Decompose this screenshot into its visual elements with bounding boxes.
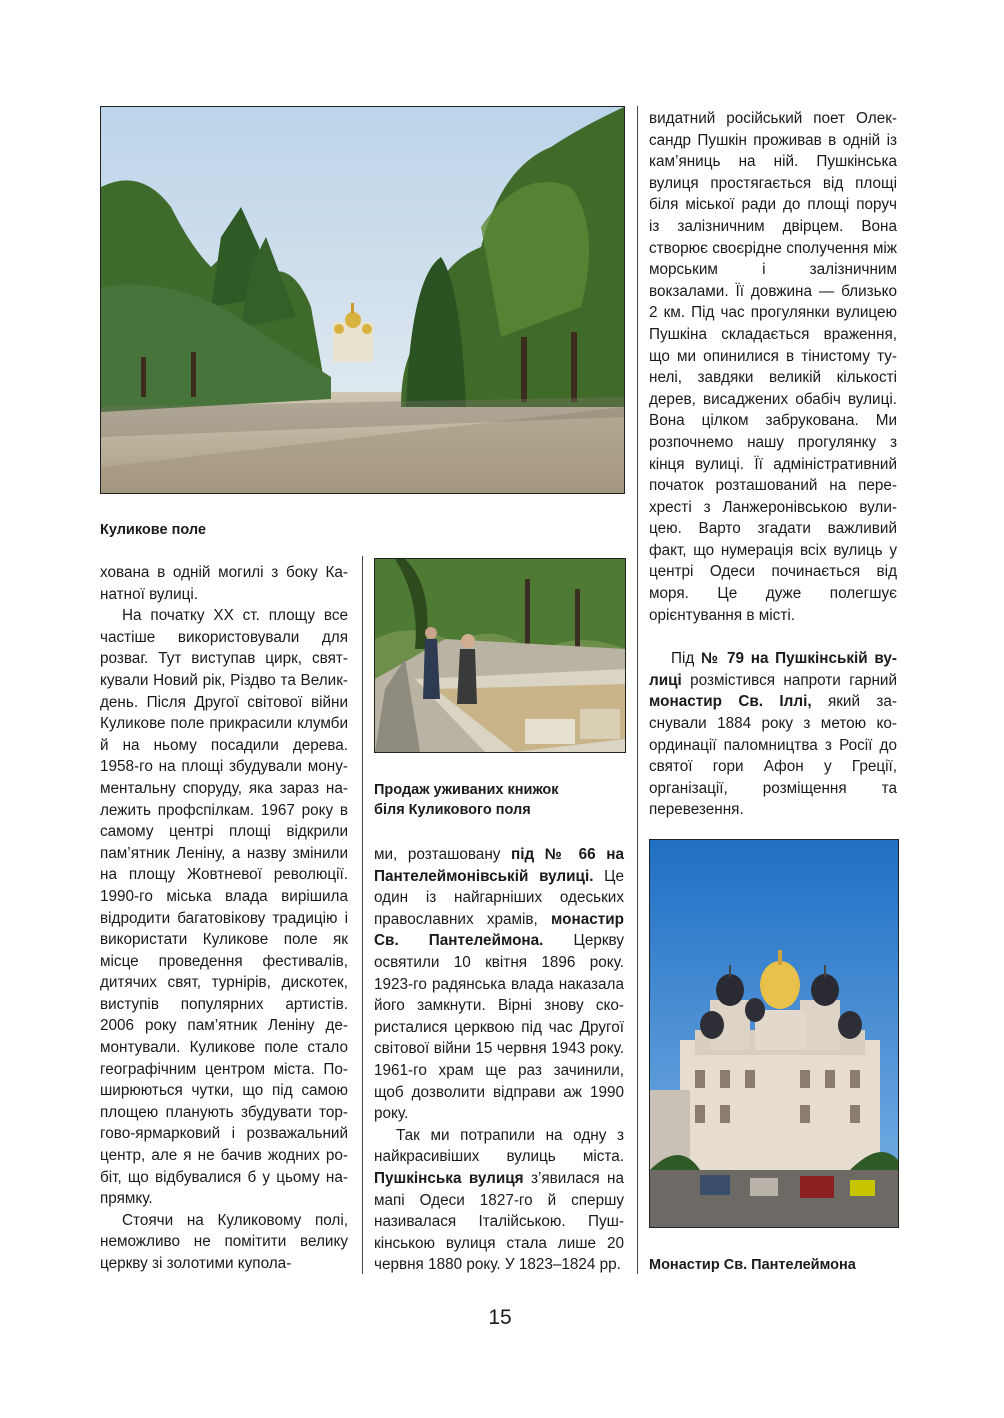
page-number: 15	[488, 1306, 512, 1329]
left-paragraph: Стоячи на Куликовому полі, неможливо не помітити велику церкву зі золотими купола-	[100, 1211, 348, 1272]
right-text-column	[649, 108, 897, 821]
left-paragraph: хована в одній могилі з боку Канатної вулиці.	[100, 564, 348, 603]
kulykove-pole-caption: Куликове поле	[100, 522, 206, 538]
middle-text-column	[374, 844, 624, 1276]
middle-paragraph: ми, розташовану під № 66 на Пантелеймонівській вулиці. Це один із найгарніших одеських православних храмів, монастир Св. Пантелеймона. Церкву освятили 10 квітня 1896 року. 1923-го радянська влада наказала його замкнути. Вірні знову скористалися церквою під час Другої світової війни 15 червня 1943 року. 1961-го храм ще раз зачинили, щоб дозволити відправи аж 1990 року.	[374, 846, 625, 1123]
right-paragraph: видатний російський поет Олександр Пушкін проживав в одній із кам’яниць на ній. Пушкінська вулиця простягається від площі біля міської ради до площі поруч із залізничним двірцем. Вона створює своєрідне сполучення між морським і залізничним вокзалами. Її довжина — близько 2 км. Під час прогулянки вулицею Пушкіна складається враження, що ми опинилися в тінистому тунелі, завдяки великій кількості дерев, висаджених обабіч вулиці. Вона цілком забрукована. Ми розпочнемо нашу прогулянку з кінця вулиці. Її адміністративний початок розташований на перехресті з Ланжеронівською вулицею. Варто згадати важливий факт, що нумерація всіх вулиць у центрі Одеси починається від моря. Це дуже полегшує орієнтування в місті.	[649, 110, 897, 624]
book-stalls-photo	[374, 558, 626, 753]
right-paragraph: Під № 79 на Пушкінській вулиці розмістився напроти гарний монастир Св. Іллі, який заснували 1884 року з метою координації паломництва з Росії до святої гори Афон у Греції, організації, розміщення та перевезення.	[649, 650, 898, 819]
left-paragraph: На початку XX ст. площу все частіше використовували для розваг. Тут виступав цирк, святкували Новий рік, Різдво та Великдень. Після Другої світової війни Куликове поле прикрасили клумби й на ньому посадили дерева. 1958-го на площі збудували монументальну споруду, яка зараз належить профспілкам. 1967 року в самому центрі площі відкрили пам’ятник Леніну, а назву змінили на площу Жовтневої революції. 1990-го міська влада вирішила відродити багатовікову традицію і використати Куликове поле як місце проведення фестивалів, дитячих свят, турнірів, дискотек, виступів популярних артистів. 2006 року пам’ятник Леніну демонтували. Куликове поле стало географічним центром міста. Поширюються чутки, що під самою площею планують збудувати торгово-ярмарковий і розважальний центр, але я не бачив жодних робіт, що відбувалися б у цьому напрямку.	[100, 607, 348, 1208]
kulykove-pole-photo	[100, 106, 625, 494]
middle-paragraph: Так ми потрапили на одну з найкрасивіших вулиць міста. Пушкінська вулиця з’явилася на мапі Одеси 1827-го й спершу називалася Італійською. Пушкінською вулиця стала лише 20 червня 1880 року. У 1823–1824 рр.	[374, 1126, 624, 1274]
book-stalls-image	[375, 559, 625, 752]
monastery-caption: Монастир Св. Пантелеймона	[649, 1257, 856, 1273]
left-text-column	[100, 562, 348, 1275]
kulykove-pole-image	[101, 107, 624, 493]
monastery-photo	[649, 839, 899, 1228]
book-stalls-caption: Продаж уживаних книжок біля Куликового поля	[374, 782, 559, 818]
column-divider-right	[637, 106, 638, 1274]
column-divider-left	[362, 556, 363, 1274]
monastery-image	[650, 840, 898, 1227]
